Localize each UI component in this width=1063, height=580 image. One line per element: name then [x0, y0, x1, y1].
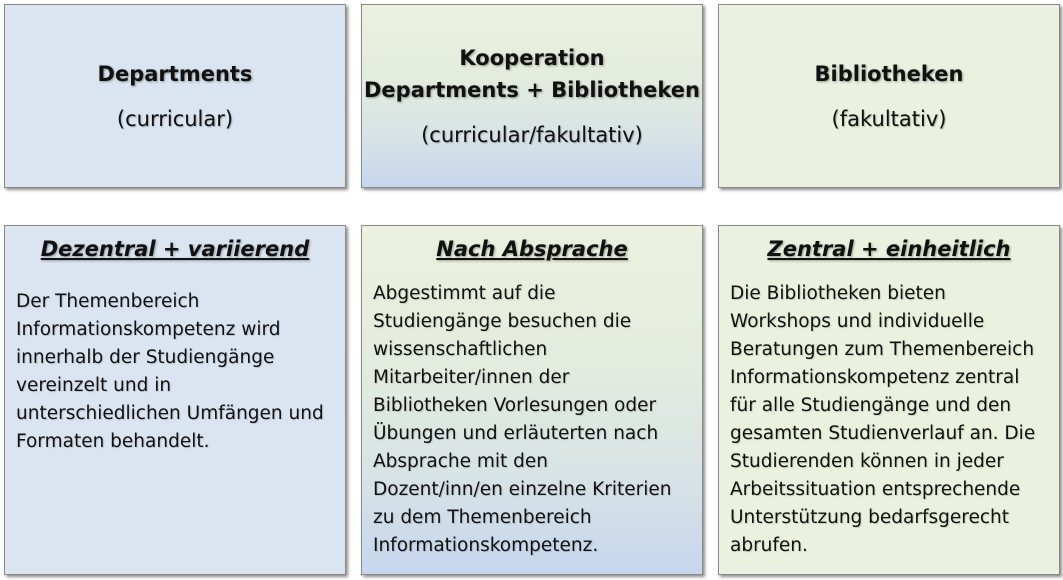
text-line: zu dem Themenbereich	[373, 507, 592, 528]
text-line: Studierenden können in jeder	[730, 451, 1004, 472]
text-line: abrufen.	[730, 535, 808, 556]
text-line: Übungen und erläuterten nach	[373, 423, 659, 444]
dezentral-text	[16, 288, 324, 456]
text-line: gesamten Studienverlauf an. Die	[730, 423, 1036, 444]
text-line: Abgestimmt auf die	[373, 283, 556, 304]
bibliotheken-title	[815, 58, 964, 90]
text-line: für alle Studiengänge und den	[730, 395, 1012, 416]
text-line: wissenschaftlichen	[373, 339, 548, 360]
text-line: Workshops und individuelle	[730, 311, 985, 332]
text-line: unterschiedlichen Umfängen und	[16, 403, 324, 424]
departments-subtitle: (curricular)	[116, 107, 234, 131]
title-line: Bibliotheken	[814, 62, 964, 86]
text-line: Informationskompetenz.	[373, 535, 599, 556]
text-line: Unterstützung bedarfsgerecht	[730, 507, 1009, 528]
text-line: Die Bibliotheken bieten	[730, 283, 946, 304]
departments-box	[4, 4, 346, 188]
dezentral-box	[4, 225, 346, 575]
bibliotheken-box	[718, 4, 1060, 188]
text-line: Beratungen zum Themenbereich	[730, 339, 1035, 360]
text-line: Informationskompetenz zentral	[730, 367, 1020, 388]
text-line: Mitarbeiter/innen der	[373, 367, 570, 388]
text-line: Bibliotheken Vorlesungen oder	[373, 395, 657, 416]
absprache-text	[373, 280, 672, 560]
bibliotheken-subtitle: (fakultativ)	[831, 107, 947, 131]
text-line: Studiengänge besuchen die	[373, 311, 632, 332]
departments-title	[98, 58, 253, 90]
zentral-text	[730, 280, 1035, 560]
text-line: Formaten behandelt.	[16, 431, 210, 452]
dezentral-heading: Dezentral + variierend	[40, 237, 310, 261]
text-line: vereinzelt und in	[16, 375, 172, 396]
absprache-box	[361, 225, 703, 575]
text-line: Dozent/inn/en einzelne Kriterien	[373, 479, 672, 500]
text-line: Informationskompetenz wird	[16, 319, 281, 340]
text-line: Der Themenbereich	[16, 291, 200, 312]
title-line: Kooperation	[459, 46, 605, 70]
kooperation-box	[361, 4, 703, 188]
zentral-heading: Zentral + einheitlich	[767, 237, 1011, 261]
title-line: Departments	[97, 62, 253, 86]
text-line: Absprache mit den	[373, 451, 549, 472]
title-line: Departments + Bibliotheken	[364, 78, 700, 102]
zentral-box	[718, 225, 1060, 575]
kooperation-title	[364, 42, 700, 106]
kooperation-subtitle: (curricular/fakultativ)	[421, 123, 643, 147]
text-line: innerhalb der Studiengänge	[16, 347, 275, 368]
text-line: Arbeitssituation entsprechende	[730, 479, 1021, 500]
absprache-heading: Nach Absprache	[436, 237, 628, 261]
